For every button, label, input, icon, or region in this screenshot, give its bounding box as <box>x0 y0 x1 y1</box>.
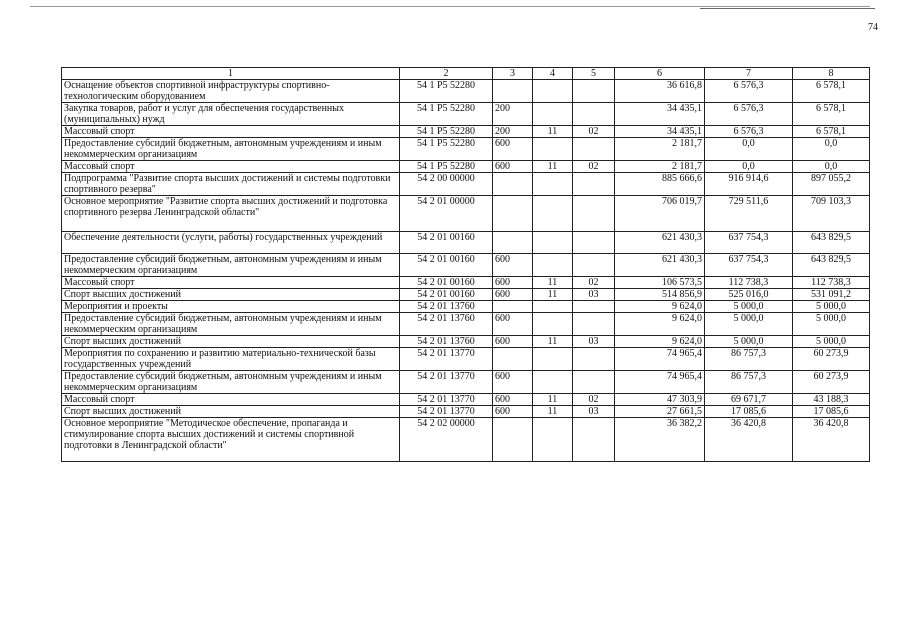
row-code-cell: 54 1 P5 52280 <box>400 161 493 173</box>
row-subsection-cell: 03 <box>573 336 615 348</box>
row-name-cell: Мероприятия и проекты <box>62 301 400 313</box>
row-subsection-cell <box>573 173 615 196</box>
row-amount-col8-cell: 643 829,5 <box>793 254 870 277</box>
row-amount-col8-cell: 112 738,3 <box>793 277 870 289</box>
row-amount-col7-cell: 36 420,8 <box>705 418 793 462</box>
row-section-cell <box>533 232 573 254</box>
row-name-cell: Предоставление субсидий бюджетным, автономным учреждениям и иным некоммерческим организациям <box>62 371 400 394</box>
row-code-cell: 54 2 01 00000 <box>400 196 493 232</box>
row-amount-col8-cell: 0,0 <box>793 161 870 173</box>
column-header: 8 <box>793 68 870 80</box>
table-row <box>62 173 870 196</box>
column-header: 2 <box>400 68 493 80</box>
row-subsection-cell <box>573 80 615 103</box>
row-code-cell: 54 1 P5 52280 <box>400 80 493 103</box>
row-name-cell: Массовый спорт <box>62 277 400 289</box>
row-amount-col7-cell: 0,0 <box>705 161 793 173</box>
row-amount-col6-cell: 9 624,0 <box>615 313 705 336</box>
row-amount-col8-cell: 531 091,2 <box>793 289 870 301</box>
row-amount-col7-cell: 729 511,6 <box>705 196 793 232</box>
row-subsection-cell <box>573 232 615 254</box>
row-subsection-cell <box>573 348 615 371</box>
column-header: 3 <box>493 68 533 80</box>
row-code-cell: 54 2 02 00000 <box>400 418 493 462</box>
row-subsection-cell <box>573 254 615 277</box>
row-amount-col8-cell: 5 000,0 <box>793 313 870 336</box>
row-code-cell: 54 2 00 00000 <box>400 173 493 196</box>
row-amount-col7-cell: 6 576,3 <box>705 126 793 138</box>
row-amount-col6-cell: 47 303,9 <box>615 394 705 406</box>
row-expense-type-cell <box>493 418 533 462</box>
row-name-cell: Предоставление субсидий бюджетным, автономным учреждениям и иным некоммерческим организациям <box>62 138 400 161</box>
row-amount-col7-cell: 86 757,3 <box>705 348 793 371</box>
row-expense-type-cell: 600 <box>493 254 533 277</box>
row-amount-col7-cell: 69 671,7 <box>705 394 793 406</box>
row-name-cell: Мероприятия по сохранению и развитию материально-технической базы государственных учреждений <box>62 348 400 371</box>
row-amount-col6-cell: 2 181,7 <box>615 161 705 173</box>
row-subsection-cell: 03 <box>573 406 615 418</box>
row-subsection-cell <box>573 371 615 394</box>
table-row <box>62 336 870 348</box>
row-amount-col7-cell: 6 576,3 <box>705 103 793 126</box>
row-amount-col6-cell: 621 430,3 <box>615 254 705 277</box>
row-code-cell: 54 1 P5 52280 <box>400 126 493 138</box>
row-section-cell: 11 <box>533 394 573 406</box>
row-expense-type-cell <box>493 348 533 371</box>
row-amount-col8-cell: 897 055,2 <box>793 173 870 196</box>
row-amount-col7-cell: 112 738,3 <box>705 277 793 289</box>
row-amount-col6-cell: 9 624,0 <box>615 301 705 313</box>
table-row <box>62 103 870 126</box>
table-row <box>62 371 870 394</box>
column-header: 6 <box>615 68 705 80</box>
row-amount-col7-cell: 17 085,6 <box>705 406 793 418</box>
row-expense-type-cell <box>493 301 533 313</box>
row-name-cell: Закупка товаров, работ и услуг для обеспечения государственных (муниципальных) нужд <box>62 103 400 126</box>
row-expense-type-cell: 200 <box>493 126 533 138</box>
row-section-cell: 11 <box>533 126 573 138</box>
row-amount-col6-cell: 706 019,7 <box>615 196 705 232</box>
row-name-cell: Оснащение объектов спортивной инфраструктуры спортивно-технологическим оборудованием <box>62 80 400 103</box>
row-name-cell: Массовый спорт <box>62 126 400 138</box>
row-code-cell: 54 2 01 13760 <box>400 301 493 313</box>
row-section-cell <box>533 173 573 196</box>
row-subsection-cell: 02 <box>573 277 615 289</box>
row-amount-col6-cell: 514 856,9 <box>615 289 705 301</box>
row-code-cell: 54 2 01 13760 <box>400 313 493 336</box>
row-section-cell: 11 <box>533 336 573 348</box>
row-subsection-cell <box>573 418 615 462</box>
row-amount-col8-cell: 0,0 <box>793 138 870 161</box>
row-section-cell <box>533 418 573 462</box>
table-row <box>62 277 870 289</box>
row-amount-col6-cell: 74 965,4 <box>615 371 705 394</box>
row-code-cell: 54 2 01 00160 <box>400 289 493 301</box>
row-amount-col8-cell: 6 578,1 <box>793 126 870 138</box>
column-header: 7 <box>705 68 793 80</box>
row-code-cell: 54 2 01 13770 <box>400 348 493 371</box>
row-subsection-cell: 03 <box>573 289 615 301</box>
row-amount-col8-cell: 43 188,3 <box>793 394 870 406</box>
row-amount-col6-cell: 106 573,5 <box>615 277 705 289</box>
row-amount-col7-cell: 5 000,0 <box>705 301 793 313</box>
table-row <box>62 80 870 103</box>
row-name-cell: Основное мероприятие "Методическое обеспечение, пропаганда и стимулирование спорта высших достижений и системы спортивной подготовки в Ленинградской области" <box>62 418 400 462</box>
row-subsection-cell: 02 <box>573 394 615 406</box>
scan-border-line <box>700 8 875 9</box>
row-amount-col6-cell: 2 181,7 <box>615 138 705 161</box>
row-subsection-cell: 02 <box>573 161 615 173</box>
row-subsection-cell: 02 <box>573 126 615 138</box>
row-expense-type-cell: 600 <box>493 406 533 418</box>
row-amount-col6-cell: 885 666,6 <box>615 173 705 196</box>
table-row <box>62 161 870 173</box>
row-code-cell: 54 2 01 13770 <box>400 394 493 406</box>
row-expense-type-cell: 200 <box>493 103 533 126</box>
row-section-cell <box>533 138 573 161</box>
row-amount-col8-cell: 60 273,9 <box>793 371 870 394</box>
row-amount-col6-cell: 36 382,2 <box>615 418 705 462</box>
row-expense-type-cell <box>493 232 533 254</box>
row-amount-col7-cell: 5 000,0 <box>705 336 793 348</box>
row-amount-col7-cell: 6 576,3 <box>705 80 793 103</box>
table-row <box>62 313 870 336</box>
row-section-cell <box>533 301 573 313</box>
row-subsection-cell <box>573 103 615 126</box>
row-amount-col8-cell: 6 578,1 <box>793 103 870 126</box>
table-row <box>62 126 870 138</box>
row-name-cell: Массовый спорт <box>62 394 400 406</box>
row-name-cell: Спорт высших достижений <box>62 289 400 301</box>
row-expense-type-cell: 600 <box>493 313 533 336</box>
row-section-cell <box>533 313 573 336</box>
row-expense-type-cell: 600 <box>493 277 533 289</box>
row-subsection-cell <box>573 196 615 232</box>
row-amount-col6-cell: 34 435,1 <box>615 126 705 138</box>
row-expense-type-cell: 600 <box>493 371 533 394</box>
row-amount-col7-cell: 525 016,0 <box>705 289 793 301</box>
row-amount-col6-cell: 36 616,8 <box>615 80 705 103</box>
page-number: 74 <box>868 22 878 33</box>
row-subsection-cell <box>573 301 615 313</box>
row-name-cell: Спорт высших достижений <box>62 406 400 418</box>
row-expense-type-cell <box>493 196 533 232</box>
row-amount-col8-cell: 5 000,0 <box>793 336 870 348</box>
row-expense-type-cell: 600 <box>493 394 533 406</box>
row-amount-col8-cell: 36 420,8 <box>793 418 870 462</box>
row-section-cell <box>533 196 573 232</box>
row-section-cell: 11 <box>533 289 573 301</box>
row-subsection-cell <box>573 138 615 161</box>
table-row <box>62 348 870 371</box>
row-amount-col7-cell: 637 754,3 <box>705 254 793 277</box>
row-amount-col8-cell: 643 829,5 <box>793 232 870 254</box>
row-expense-type-cell <box>493 80 533 103</box>
row-amount-col8-cell: 17 085,6 <box>793 406 870 418</box>
row-subsection-cell <box>573 313 615 336</box>
row-amount-col6-cell: 27 661,5 <box>615 406 705 418</box>
row-expense-type-cell <box>493 173 533 196</box>
table-row <box>62 138 870 161</box>
row-code-cell: 54 1 P5 52280 <box>400 138 493 161</box>
row-expense-type-cell: 600 <box>493 289 533 301</box>
scan-border-line <box>30 6 870 7</box>
row-section-cell <box>533 254 573 277</box>
row-name-cell: Массовый спорт <box>62 161 400 173</box>
row-section-cell <box>533 80 573 103</box>
row-expense-type-cell: 600 <box>493 138 533 161</box>
table-row <box>62 289 870 301</box>
row-section-cell: 11 <box>533 161 573 173</box>
row-code-cell: 54 1 P5 52280 <box>400 103 493 126</box>
row-amount-col7-cell: 86 757,3 <box>705 371 793 394</box>
row-amount-col7-cell: 916 914,6 <box>705 173 793 196</box>
table-row <box>62 301 870 313</box>
row-name-cell: Предоставление субсидий бюджетным, автономным учреждениям и иным некоммерческим организациям <box>62 313 400 336</box>
row-name-cell: Обеспечение деятельности (услуги, работы) государственных учреждений <box>62 232 400 254</box>
row-code-cell: 54 2 01 00160 <box>400 254 493 277</box>
row-section-cell: 11 <box>533 277 573 289</box>
row-section-cell: 11 <box>533 406 573 418</box>
row-amount-col8-cell: 709 103,3 <box>793 196 870 232</box>
row-amount-col7-cell: 5 000,0 <box>705 313 793 336</box>
row-amount-col8-cell: 60 273,9 <box>793 348 870 371</box>
row-amount-col6-cell: 74 965,4 <box>615 348 705 371</box>
column-header: 1 <box>62 68 400 80</box>
row-amount-col7-cell: 637 754,3 <box>705 232 793 254</box>
row-section-cell <box>533 371 573 394</box>
budget-table <box>61 67 870 462</box>
row-code-cell: 54 2 01 13760 <box>400 336 493 348</box>
row-name-cell: Основное мероприятие "Развитие спорта высших достижений и подготовка спортивного резерва Ленинградской области" <box>62 196 400 232</box>
row-expense-type-cell: 600 <box>493 336 533 348</box>
row-code-cell: 54 2 01 00160 <box>400 232 493 254</box>
row-amount-col6-cell: 34 435,1 <box>615 103 705 126</box>
table-header-row <box>62 68 870 80</box>
row-code-cell: 54 2 01 13770 <box>400 406 493 418</box>
row-expense-type-cell: 600 <box>493 161 533 173</box>
row-name-cell: Подпрограмма "Развитие спорта высших достижений и системы подготовки спортивного резерва" <box>62 173 400 196</box>
row-name-cell: Предоставление субсидий бюджетным, автономным учреждениям и иным некоммерческим организациям <box>62 254 400 277</box>
row-amount-col6-cell: 9 624,0 <box>615 336 705 348</box>
row-amount-col7-cell: 0,0 <box>705 138 793 161</box>
table-row <box>62 406 870 418</box>
row-code-cell: 54 2 01 13770 <box>400 371 493 394</box>
row-amount-col8-cell: 6 578,1 <box>793 80 870 103</box>
row-amount-col6-cell: 621 430,3 <box>615 232 705 254</box>
table-row <box>62 196 870 232</box>
row-name-cell: Спорт высших достижений <box>62 336 400 348</box>
row-amount-col8-cell: 5 000,0 <box>793 301 870 313</box>
table-row <box>62 394 870 406</box>
column-header: 4 <box>533 68 573 80</box>
column-header: 5 <box>573 68 615 80</box>
table-row <box>62 254 870 277</box>
row-code-cell: 54 2 01 00160 <box>400 277 493 289</box>
row-section-cell <box>533 348 573 371</box>
row-section-cell <box>533 103 573 126</box>
table-row <box>62 418 870 462</box>
table-row <box>62 232 870 254</box>
